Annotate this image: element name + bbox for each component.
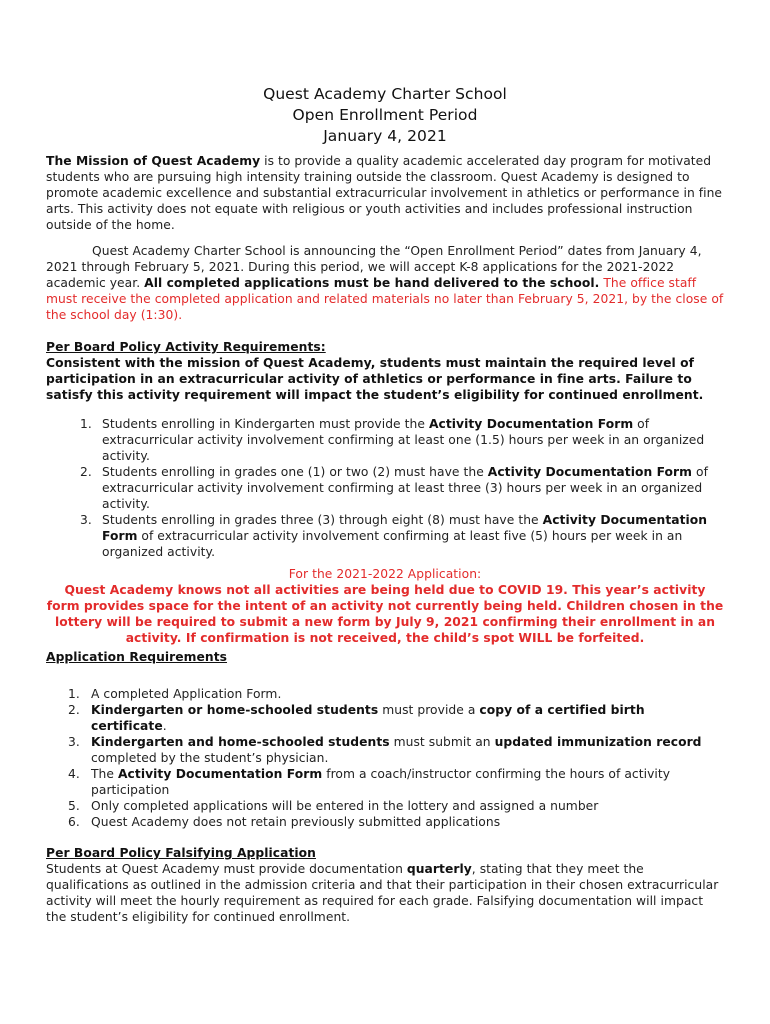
list-text: . bbox=[162, 719, 167, 733]
falsifying-paragraph bbox=[46, 861, 724, 925]
list-text: Students enrolling in grades one (1) or two (2) must have the bbox=[102, 465, 488, 479]
falsifying-heading: Per Board Policy Falsifying Application bbox=[46, 846, 316, 860]
list-item bbox=[46, 798, 724, 814]
period-date: January 4, 2021 bbox=[323, 127, 447, 145]
list-item bbox=[46, 814, 724, 830]
list-number: 3. bbox=[80, 513, 92, 527]
list-text: The bbox=[91, 767, 118, 781]
mission-lead: The Mission of Quest Academy bbox=[46, 154, 261, 168]
list-text: Quest Academy does not retain previously submitted applications bbox=[91, 815, 501, 829]
announcement-paragraph bbox=[46, 243, 724, 323]
announcement-deadline: The office staff must receive the completed application and related materials no later than February 5, 2021, by the close of the school day (1:30). bbox=[46, 276, 724, 322]
form-name: Activity Documentation Form bbox=[428, 417, 634, 431]
list-number: 1. bbox=[80, 417, 92, 431]
list-number: 2. bbox=[68, 703, 80, 717]
form-name: Activity Documentation Form bbox=[117, 767, 323, 781]
list-text: of extracurricular activity involvement confirming at least one (1.5) hours per week in an organized activity. bbox=[102, 417, 705, 463]
covid-notice bbox=[46, 566, 724, 646]
mission-paragraph bbox=[46, 153, 724, 233]
list-item bbox=[46, 464, 724, 512]
list-text: of extracurricular activity involvement confirming at least three (3) hours per week in an organized activity. bbox=[102, 465, 708, 511]
list-number: 2. bbox=[80, 465, 92, 479]
list-text: A completed Application Form. bbox=[91, 687, 282, 701]
covid-text: Quest Academy knows not all activities are being held due to COVID 19. This year’s activity form provides space for the intent of an activity not currently being held. Children chosen in the lottery will be required to submit a new form by July 9, 2021 confirming their enrollment in an activity. If confirmation is not received, the child’s spot WILL be forfeited. bbox=[46, 583, 724, 645]
list-text: must submit an bbox=[389, 735, 495, 749]
list-number: 3. bbox=[68, 735, 80, 749]
list-number: 6. bbox=[68, 815, 80, 829]
application-requirements-heading: Application Requirements bbox=[46, 650, 228, 664]
list-text: must provide a bbox=[378, 703, 480, 717]
activity-requirements-heading: Per Board Policy Activity Requirements: bbox=[46, 340, 326, 354]
list-text: Students enrolling in grades three (3) through eight (8) must have the bbox=[102, 513, 543, 527]
falsifying-text: , stating that they meet the qualifications as outlined in the admission criteria and that their participation in their chosen extracurricular activity will meet the hourly requirement as required for each grade. Falsifying documentation will impact the student’s eligibility for continued enrollment. bbox=[46, 862, 719, 924]
list-text: Only completed applications will be entered in the lottery and assigned a number bbox=[91, 799, 599, 813]
list-item bbox=[46, 512, 724, 560]
document-title bbox=[46, 84, 724, 147]
list-item bbox=[46, 766, 724, 798]
list-item bbox=[46, 686, 724, 702]
school-name: Quest Academy Charter School bbox=[263, 85, 507, 103]
list-text: from a coach/instructor confirming the hours of activity participation bbox=[91, 767, 671, 797]
list-number: 4. bbox=[68, 767, 80, 781]
form-name: Activity Documentation Form bbox=[487, 465, 693, 479]
list-text: Students enrolling in Kindergarten must provide the bbox=[102, 417, 429, 431]
list-bold: updated immunization record bbox=[494, 735, 702, 749]
list-bold: copy of a certified birth certificate bbox=[91, 703, 645, 733]
list-number: 5. bbox=[68, 799, 80, 813]
list-item bbox=[46, 702, 724, 734]
announcement-bold: All completed applications must be hand delivered to the school. bbox=[144, 276, 600, 290]
list-text: of extracurricular activity involvement confirming at least five (5) hours per week in an organized activity. bbox=[102, 529, 683, 559]
covid-heading: For the 2021-2022 Application: bbox=[288, 567, 482, 581]
form-name: Activity Documentation Form bbox=[102, 513, 708, 543]
falsifying-bold: quarterly bbox=[406, 862, 472, 876]
list-item bbox=[46, 416, 724, 464]
period-name: Open Enrollment Period bbox=[292, 106, 478, 124]
list-bold: Kindergarten or home-schooled students bbox=[91, 703, 379, 717]
mission-text: is to provide a quality academic accelerated day program for motivated students who are pursuing high intensity training outside the classroom. Quest Academy is designed to promote academic excellence and substantial extracurricular involvement in athletics or performance in fine arts. This activity does not equate with religious or youth activities and includes professional instruction outside of the home. bbox=[46, 154, 723, 232]
announcement-text: Quest Academy Charter School is announcing the “Open Enrollment Period” dates from January 4, 2021 through February 5, 2021. During this period, we will accept K-8 applications for the 2021-2022 academic year. bbox=[46, 244, 702, 290]
falsifying-text: Students at Quest Academy must provide documentation bbox=[46, 862, 407, 876]
activity-requirements-list bbox=[46, 416, 724, 560]
application-requirements-list bbox=[46, 686, 724, 830]
activity-requirements-intro: Consistent with the mission of Quest Academy, students must maintain the required level of participation in an extracurricular activity of athletics or performance in fine arts. Failure to satisfy this activity requirement will impact the student’s eligibility for continued enrollment. bbox=[46, 356, 704, 402]
list-bold: Kindergarten and home-schooled students bbox=[91, 735, 390, 749]
list-text: completed by the student’s physician. bbox=[91, 751, 329, 765]
list-item bbox=[46, 734, 724, 766]
list-number: 1. bbox=[68, 687, 80, 701]
